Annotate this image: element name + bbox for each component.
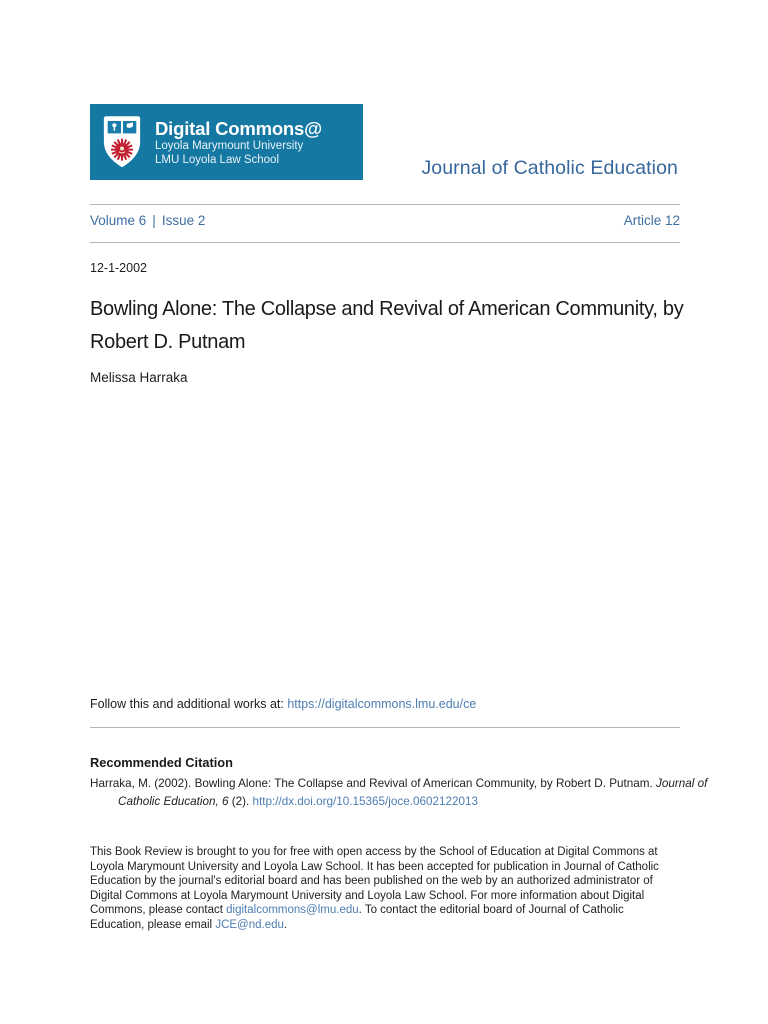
follow-label: Follow this and additional works at: xyxy=(90,697,288,711)
jce-email-link[interactable]: JCE@nd.edu xyxy=(215,918,284,931)
citation-issue-part: (2). xyxy=(228,794,253,808)
issue-bar xyxy=(90,213,680,228)
divider-follow xyxy=(90,727,680,728)
citation-journal-name: Journal of Catholic Education, 6 xyxy=(118,777,708,808)
divider-top xyxy=(90,204,680,205)
banner-subtitle-law-school: LMU Loyola Law School xyxy=(155,153,280,166)
citation-text xyxy=(90,775,718,810)
journal-title: Journal of Catholic Education xyxy=(421,157,678,179)
footer-part1: This Book Review is brought to you for free with open access by the School of Education at Digital Commons at Loyola Marymount University and Loyola Law School. It has been accepted for publication in Journal of Catholic Education by the journal's editorial board and has been published on the web by an authorized administrator of Digital Commons at Loyola Marymount University and Loyola Law School. For more information about Digital Commons, please contact xyxy=(90,846,659,917)
digital-commons-banner xyxy=(90,104,363,180)
banner-subtitle-university: Loyola Marymount University xyxy=(155,139,304,152)
article-number: Article 12 xyxy=(623,213,680,228)
lmu-crest-icon xyxy=(101,115,143,169)
publication-date: 12-1-2002 xyxy=(90,261,147,275)
doi-link[interactable]: http://dx.doi.org/10.15365/joce.0602122013 xyxy=(252,794,478,808)
follow-line xyxy=(90,697,476,711)
footer-note xyxy=(90,845,664,933)
author-name: Melissa Harraka xyxy=(90,370,188,385)
volume-link[interactable]: Volume 6 xyxy=(90,213,147,228)
volume-issue-group xyxy=(90,213,205,228)
footer-part2: . To contact the editorial board of Journal of Catholic Education, please email xyxy=(90,904,624,931)
article-title: Bowling Alone: The Collapse and Revival of American Community, by Robert D. Putnam xyxy=(90,298,684,353)
banner-title: Digital Commons@ xyxy=(155,117,322,139)
recommended-citation-heading: Recommended Citation xyxy=(90,755,233,770)
issue-link[interactable]: Issue 2 xyxy=(161,213,206,228)
follow-url-link[interactable]: https://digitalcommons.lmu.edu/ce xyxy=(287,697,477,711)
separator: | xyxy=(152,213,156,228)
digitalcommons-email-link[interactable]: digitalcommons@lmu.edu xyxy=(226,904,359,917)
citation-main: Harraka, M. (2002). Bowling Alone: The Collapse and Revival of American Community, by Robert D. Putnam. xyxy=(90,777,657,790)
banner-text xyxy=(155,118,322,167)
divider-issue-bar xyxy=(90,242,680,243)
footer-part3: . xyxy=(283,918,288,931)
